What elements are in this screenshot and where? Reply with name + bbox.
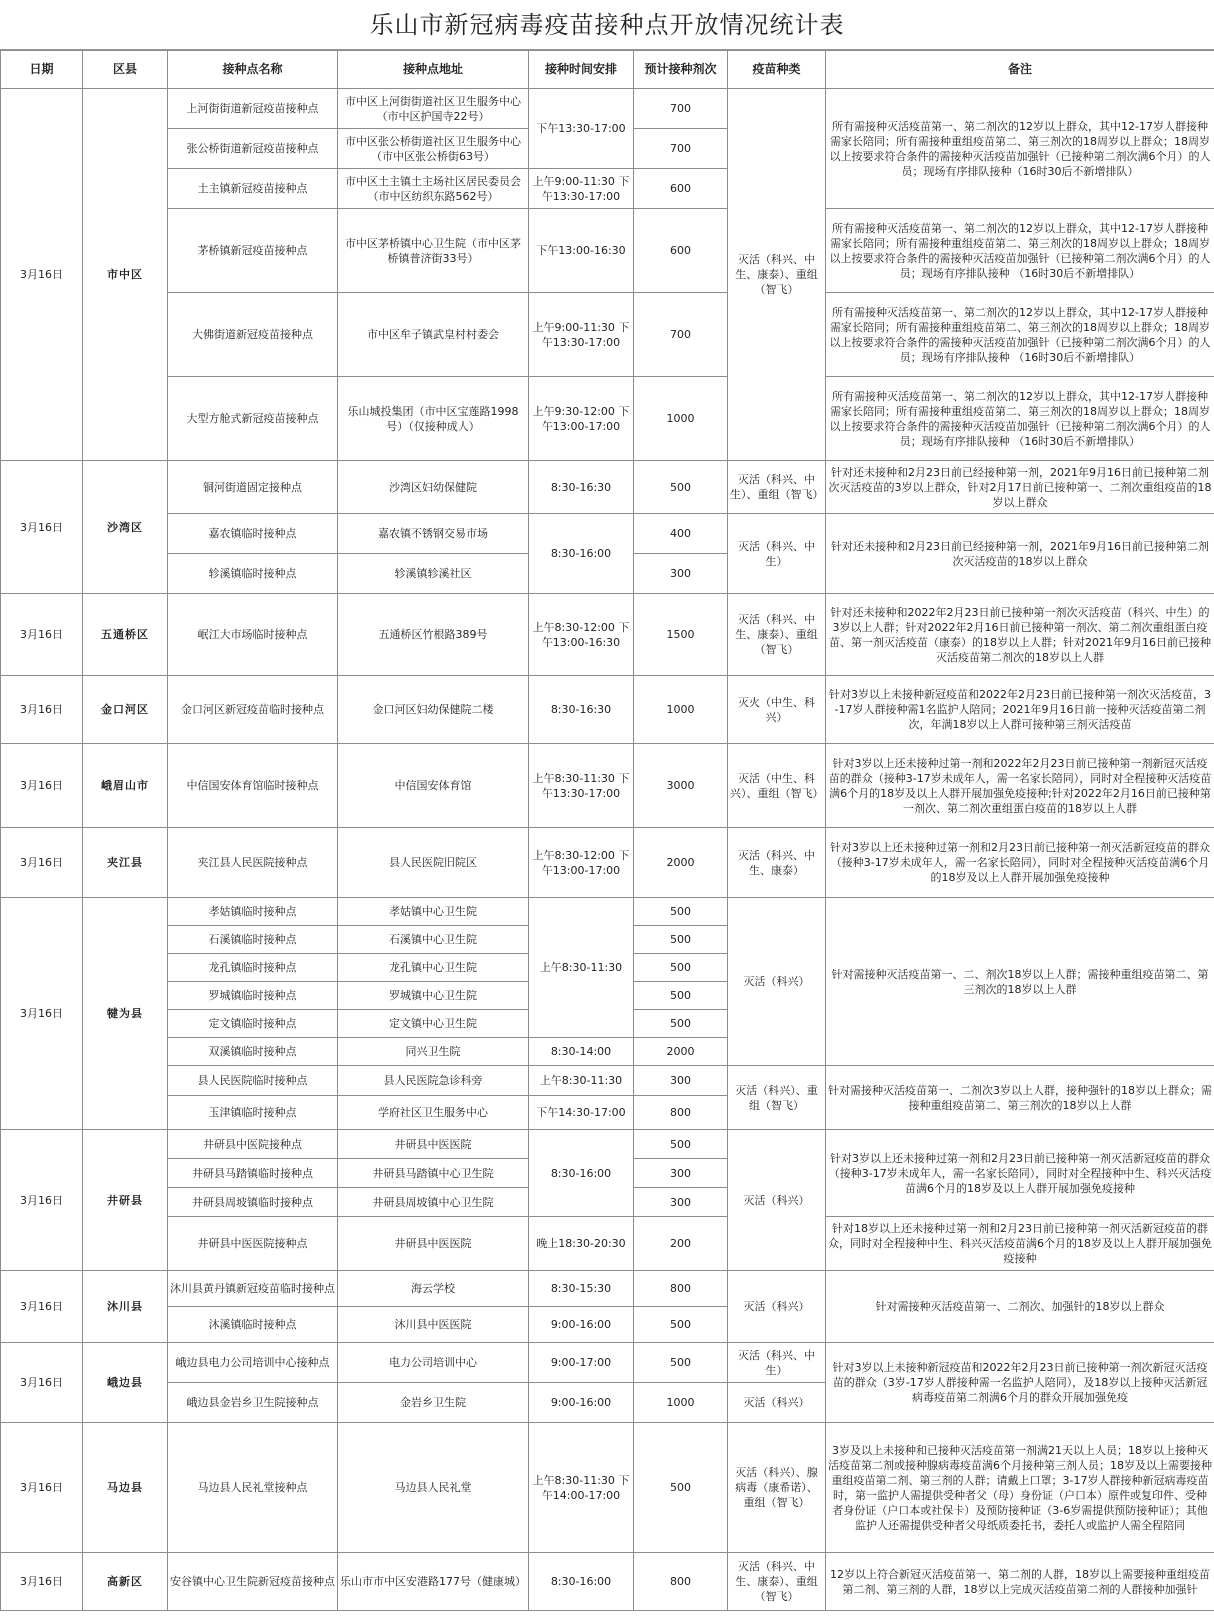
site-name-cell: 井研县中医院接种点 xyxy=(168,1130,338,1159)
district-cell: 金口河区 xyxy=(83,676,168,744)
site-address-cell: 沐川县中医医院 xyxy=(338,1307,529,1343)
site-name-cell: 井研县中医医院接种点 xyxy=(168,1217,338,1271)
site-name-cell: 安谷镇中心卫生院新冠疫苗接种点 xyxy=(168,1553,338,1611)
doses-cell: 300 xyxy=(634,1188,728,1217)
date-cell: 3月16日 xyxy=(1,89,83,461)
district-cell: 五通桥区 xyxy=(83,594,168,676)
doses-cell: 3000 xyxy=(634,744,728,828)
date-cell: 3月16日 xyxy=(1,744,83,828)
site-name-cell: 张公桥街道新冠疫苗接种点 xyxy=(168,129,338,169)
doses-cell: 400 xyxy=(634,514,728,554)
schedule-cell: 下午13:30-17:00 xyxy=(529,89,634,169)
site-address-cell: 市中区茅桥镇中心卫生院（市中区茅桥镇普济街33号） xyxy=(338,209,529,293)
schedule-cell: 8:30-16:00 xyxy=(529,1553,634,1611)
doses-cell: 800 xyxy=(634,1271,728,1307)
site-address-cell: 市中区土主镇土主场社区居民委员会（市中区纺织东路562号） xyxy=(338,169,529,209)
doses-cell: 800 xyxy=(634,1096,728,1130)
site-address-cell: 定文镇中心卫生院 xyxy=(338,1010,529,1038)
site-address-cell: 同兴卫生院 xyxy=(338,1038,529,1066)
schedule-cell: 9:00-17:00 xyxy=(529,1343,634,1383)
col-header-vaccine-type: 疫苗种类 xyxy=(728,51,826,89)
col-header-remarks: 备注 xyxy=(826,51,1214,89)
vaccine-type-cell: 灭活（科兴、中生）、重组（智飞） xyxy=(728,461,826,514)
schedule-cell: 8:30-16:00 xyxy=(529,514,634,594)
date-cell: 3月16日 xyxy=(1,676,83,744)
site-name-cell: 马边县人民礼堂接种点 xyxy=(168,1423,338,1553)
schedule-cell: 上午9:00-11:30 下午13:30-17:00 xyxy=(529,169,634,209)
remarks-cell: 针对还未接种和2022年2月23日前已接种第一剂次灭活疫苗（科兴、中生）的3岁以上人群；针对2022年2月16日前已接种第一剂次、第二剂次重组蛋白疫苗、第一剂灭活疫苗（康泰）的18岁以上人群；针对2021年9月16日前已接种灭活疫苗第二剂次的18岁以上人群 xyxy=(826,594,1214,676)
date-cell: 3月16日 xyxy=(1,1423,83,1553)
vaccine-type-cell: 灭活（科兴、中生） xyxy=(728,514,826,594)
site-name-cell: 县人民医院临时接种点 xyxy=(168,1066,338,1096)
site-name-cell: 沐溪镇临时接种点 xyxy=(168,1307,338,1343)
date-cell: 3月16日 xyxy=(1,1271,83,1343)
doses-cell: 700 xyxy=(634,293,728,377)
site-address-cell: 沙湾区妇幼保健院 xyxy=(338,461,529,514)
site-address-cell: 马边县人民礼堂 xyxy=(338,1423,529,1553)
site-address-cell: 龙孔镇中心卫生院 xyxy=(338,954,529,982)
site-name-cell: 龙孔镇临时接种点 xyxy=(168,954,338,982)
doses-cell: 1000 xyxy=(634,377,728,461)
remarks-cell: 针对需接种灭活疫苗第一、二剂次、加强针的18岁以上群众 xyxy=(826,1271,1214,1343)
site-name-cell: 沐川县黄丹镇新冠疫苗临时接种点 xyxy=(168,1271,338,1307)
site-address-cell: 井研县周坡镇中心卫生院 xyxy=(338,1188,529,1217)
site-name-cell: 大型方舱式新冠疫苗接种点 xyxy=(168,377,338,461)
site-name-cell: 中信国安体育馆临时接种点 xyxy=(168,744,338,828)
site-name-cell: 石溪镇临时接种点 xyxy=(168,926,338,954)
doses-cell: 500 xyxy=(634,898,728,926)
remarks-cell: 针对3岁以上还未接种过第一剂和2月23日前已接种第一剂灭活新冠疫苗的群众（接种3-17岁未成年人，需一名家长陪同），同时对全程接种中生、科兴灭活疫苗满6个月的18岁及以上人群开展加强免疫接种 xyxy=(826,1130,1214,1217)
district-cell: 市中区 xyxy=(83,89,168,461)
site-name-cell: 玉津镇临时接种点 xyxy=(168,1096,338,1130)
site-address-cell: 市中区牟子镇武皇村村委会 xyxy=(338,293,529,377)
schedule-cell: 8:30-15:30 xyxy=(529,1271,634,1307)
district-cell: 高新区 xyxy=(83,1553,168,1611)
site-name-cell: 定文镇临时接种点 xyxy=(168,1010,338,1038)
remarks-cell: 针对3岁以上未接种新冠疫苗和2022年2月23日前已接种第一剂次新冠灭活疫苗的群众（3岁-17岁人群接种需一名监护人陪同），及18岁以上接种灭活新冠病毒疫苗第二剂满6个月的群众开展加强免疫 xyxy=(826,1343,1214,1423)
remarks-cell: 针对需接种灭活疫苗第一、二、剂次18岁以上人群；需接种重组疫苗第二、第三剂次的18岁以上人群 xyxy=(826,898,1214,1066)
doses-cell: 500 xyxy=(634,1423,728,1553)
site-name-cell: 金口河区新冠疫苗临时接种点 xyxy=(168,676,338,744)
remarks-cell: 3岁及以上未接种和已接种灭活疫苗第一剂满21天以上人员；18岁以上接种灭活疫苗第二剂或接种腺病毒疫苗满6个月接种第三剂人员；18岁及以上需要接种重组疫苗第二剂、第三剂的人群；请戴上口罩；3-17岁人群接种新冠病毒疫苗时，第一监护人需提供受种者父（母）身份证（户口本）原件或复印件、受种者身份证（户口本或社保卡）及预防接种证（3-6岁需提供预防接种证）；其他监护人还需提供受种者父母纸质委托书，委托人或监护人需全程陪同 xyxy=(826,1423,1214,1553)
site-address-cell: 中信国安体育馆 xyxy=(338,744,529,828)
page-title: 乐山市新冠病毒疫苗接种点开放情况统计表 xyxy=(0,0,1214,50)
remarks-cell: 针对18岁以上还未接种过第一剂和2月23日前已接种第一剂灭活新冠疫苗的群众，同时对全程接种中生、科兴灭活疫苗满6个月的18岁及以上人群开展加强免疫接种 xyxy=(826,1217,1214,1271)
remarks-cell: 针对还未接种和2月23日前已经接种第一剂，2021年9月16日前已接种第二剂次灭活疫苗的18岁以上群众 xyxy=(826,514,1214,594)
site-address-cell: 井研县中医医院 xyxy=(338,1217,529,1271)
site-address-cell: 井研县中医医院 xyxy=(338,1130,529,1159)
site-name-cell: 岷江大市场临时接种点 xyxy=(168,594,338,676)
site-address-cell: 乐山市市中区安港路177号（健康城） xyxy=(338,1553,529,1611)
site-address-cell: 县人民医院旧院区 xyxy=(338,828,529,898)
site-name-cell: 嘉农镇临时接种点 xyxy=(168,514,338,554)
schedule-cell: 下午14:30-17:00 xyxy=(529,1096,634,1130)
site-address-cell: 孝姑镇中心卫生院 xyxy=(338,898,529,926)
doses-cell: 1000 xyxy=(634,676,728,744)
doses-cell: 500 xyxy=(634,954,728,982)
vaccine-type-cell: 灭活（科兴、中生、康泰） xyxy=(728,828,826,898)
remarks-cell: 针对需接种灭活疫苗第一、二剂次3岁以上人群，接种强针的18岁以上群众；需接种重组疫苗第二、第三剂次的18岁以上人群 xyxy=(826,1066,1214,1130)
remarks-cell: 所有需接种灭活疫苗第一、第二剂次的12岁以上群众，其中12-17岁人群接种需家长陪同；所有需接种重组疫苗第二、第三剂次的18周岁以上群众；18周岁以上按要求符合条件的需接种灭活疫苗加强针（已接种第二剂次满6个月）的人员；现场有序排队接种（16时30后不新增排队） xyxy=(826,89,1214,209)
site-address-cell: 市中区上河街街道社区卫生服务中心（市中区护国寺22号） xyxy=(338,89,529,129)
site-name-cell: 夹江县人民医院接种点 xyxy=(168,828,338,898)
remarks-cell: 针对3岁以上还未接种过第一剂和2月23日前已接种第一剂灭活新冠疫苗的群众（接种3-17岁未成年人，需一名家长陪同），同时对全程接种灭活疫苗满6个月的18岁及以上人群开展加强免疫接种 xyxy=(826,828,1214,898)
doses-cell: 800 xyxy=(634,1553,728,1611)
site-address-cell: 石溪镇中心卫生院 xyxy=(338,926,529,954)
remarks-cell: 针对还未接种和2月23日前已经接种第一剂，2021年9月16日前已接种第二剂次灭活疫苗的3岁以上群众，针对2月17日前已接种第一、二剂次重组疫苗的18岁以上群众 xyxy=(826,461,1214,514)
vaccination-table xyxy=(0,50,1214,1611)
site-name-cell: 峨边县金岩乡卫生院接种点 xyxy=(168,1383,338,1423)
date-cell: 3月16日 xyxy=(1,1343,83,1423)
remarks-cell: 针对3岁以上还未接种过第一剂和2022年2月23日前已接种第一剂新冠灭活疫苗的群众（接种3-17岁未成年人，需一名家长陪同），同时对全程接种灭活疫苗满6个月的18岁及以上人群开展加强免疫接种;针对2022年2月16日前已接种第一剂次、第二剂次重组蛋白疫苗的18岁以上人群 xyxy=(826,744,1214,828)
site-address-cell: 罗城镇中心卫生院 xyxy=(338,982,529,1010)
remarks-cell: 所有需接种灭活疫苗第一、第二剂次的12岁以上群众，其中12-17岁人群接种需家长陪同；所有需接种重组疫苗第二、第三剂次的18周岁以上群众；18周岁以上按要求符合条件的需接种灭活疫苗加强针（已接种第二剂次满6个月）的人员；现场有序排队接种 （16时30后不新增排队） xyxy=(826,209,1214,293)
site-address-cell: 金岩乡卫生院 xyxy=(338,1383,529,1423)
doses-cell: 500 xyxy=(634,1130,728,1159)
date-cell: 3月16日 xyxy=(1,828,83,898)
site-name-cell: 井研县周坡镇临时接种点 xyxy=(168,1188,338,1217)
doses-cell: 700 xyxy=(634,129,728,169)
doses-cell: 200 xyxy=(634,1217,728,1271)
schedule-cell: 8:30-16:30 xyxy=(529,461,634,514)
schedule-cell: 上午8:30-11:30 下午13:30-17:00 xyxy=(529,744,634,828)
schedule-cell: 9:00-16:00 xyxy=(529,1307,634,1343)
remarks-cell: 所有需接种灭活疫苗第一、第二剂次的12岁以上群众，其中12-17岁人群接种需家长陪同；所有需接种重组疫苗第二、第三剂次的18周岁以上群众；18周岁以上按要求符合条件的需接种灭活疫苗加强针（已接种第二剂次满6个月）的人员；现场有序排队接种 （16时30后不新增排队） xyxy=(826,377,1214,461)
district-cell: 马边县 xyxy=(83,1423,168,1553)
remarks-cell: 所有需接种灭活疫苗第一、第二剂次的12岁以上群众，其中12-17岁人群接种需家长陪同；所有需接种重组疫苗第二、第三剂次的18周岁以上群众；18周岁以上按要求符合条件的需接种灭活疫苗加强针（已接种第二剂次满6个月）的人员；现场有序排队接种 （16时30后不新增排队） xyxy=(826,293,1214,377)
doses-cell: 600 xyxy=(634,169,728,209)
doses-cell: 2000 xyxy=(634,1038,728,1066)
vaccine-type-cell: 灭活（科兴、中生、康泰）、重组（智飞） xyxy=(728,89,826,461)
site-address-cell: 县人民医院急诊科旁 xyxy=(338,1066,529,1096)
site-address-cell: 海云学校 xyxy=(338,1271,529,1307)
vaccine-type-cell: 灭活（科兴） xyxy=(728,898,826,1066)
site-name-cell: 土主镇新冠疫苗接种点 xyxy=(168,169,338,209)
district-cell: 犍为县 xyxy=(83,898,168,1130)
doses-cell: 500 xyxy=(634,1343,728,1383)
doses-cell: 2000 xyxy=(634,828,728,898)
doses-cell: 500 xyxy=(634,926,728,954)
schedule-cell: 8:30-16:00 xyxy=(529,1130,634,1217)
doses-cell: 500 xyxy=(634,461,728,514)
col-header-schedule: 接种时间安排 xyxy=(529,51,634,89)
vaccine-type-cell: 灭活（科兴） xyxy=(728,1130,826,1271)
date-cell: 3月16日 xyxy=(1,461,83,594)
schedule-cell: 上午8:30-11:30 xyxy=(529,898,634,1038)
site-address-cell: 金口河区妇幼保健院二楼 xyxy=(338,676,529,744)
remarks-cell: 针对3岁以上未接种新冠疫苗和2022年2月23日前已接种第一剂次灭活疫苗，3-17岁人群接种需1名监护人陪同；2021年9月16日前一接种灭活疫苗第二剂次，年满18岁以上人群可接种第三剂灭活疫苗 xyxy=(826,676,1214,744)
doses-cell: 600 xyxy=(634,209,728,293)
doses-cell: 1500 xyxy=(634,594,728,676)
doses-cell: 500 xyxy=(634,1307,728,1343)
site-name-cell: 井研县马踏镇临时接种点 xyxy=(168,1159,338,1188)
vaccine-type-cell: 灭活（科兴、中生、康泰）、重组（智飞） xyxy=(728,594,826,676)
vaccine-type-cell: 灭活（科兴、中生） xyxy=(728,1343,826,1383)
date-cell: 3月16日 xyxy=(1,1553,83,1611)
vaccine-type-cell: 灭活（科兴、中生、康泰）、重组（智飞） xyxy=(728,1553,826,1611)
district-cell: 峨边县 xyxy=(83,1343,168,1423)
col-header-site-name: 接种点名称 xyxy=(168,51,338,89)
site-name-cell: 铜河街道固定接种点 xyxy=(168,461,338,514)
site-name-cell: 轸溪镇临时接种点 xyxy=(168,554,338,594)
schedule-cell: 9:00-16:00 xyxy=(529,1383,634,1423)
col-header-district: 区县 xyxy=(83,51,168,89)
schedule-cell: 8:30-14:00 xyxy=(529,1038,634,1066)
schedule-cell: 上午8:30-12:00 下午13:00-16:30 xyxy=(529,594,634,676)
col-header-doses: 预计接种剂次 xyxy=(634,51,728,89)
site-address-cell: 市中区张公桥街道社区卫生服务中心（市中区张公桥街63号） xyxy=(338,129,529,169)
site-address-cell: 井研县马踏镇中心卫生院 xyxy=(338,1159,529,1188)
site-address-cell: 五通桥区竹根路389号 xyxy=(338,594,529,676)
schedule-cell: 下午13:00-16:30 xyxy=(529,209,634,293)
vaccine-type-cell: 灭活（中生、科兴）、重组（智飞） xyxy=(728,744,826,828)
schedule-cell: 上午8:30-12:00 下午13:00-17:00 xyxy=(529,828,634,898)
schedule-cell: 晚上18:30-20:30 xyxy=(529,1217,634,1271)
site-name-cell: 上河街街道新冠疫苗接种点 xyxy=(168,89,338,129)
date-cell: 3月16日 xyxy=(1,1130,83,1271)
col-header-site-address: 接种点地址 xyxy=(338,51,529,89)
doses-cell: 300 xyxy=(634,1066,728,1096)
vaccine-type-cell: 灭火（中生、科兴） xyxy=(728,676,826,744)
site-name-cell: 大佛街道新冠疫苗接种点 xyxy=(168,293,338,377)
site-address-cell: 学府社区卫生服务中心 xyxy=(338,1096,529,1130)
site-name-cell: 孝姑镇临时接种点 xyxy=(168,898,338,926)
district-cell: 沐川县 xyxy=(83,1271,168,1343)
site-address-cell: 乐山城投集团（市中区宝莲路1998号）（仅接种成人） xyxy=(338,377,529,461)
remarks-cell: 12岁以上符合新冠灭活疫苗第一、第二剂的人群，18岁以上需要接种重组疫苗第二剂、第三剂的人群，18岁以上完成灭活疫苗第二剂的人群接种加强针 xyxy=(826,1553,1214,1611)
site-address-cell: 电力公司培训中心 xyxy=(338,1343,529,1383)
doses-cell: 700 xyxy=(634,89,728,129)
district-cell: 井研县 xyxy=(83,1130,168,1271)
date-cell: 3月16日 xyxy=(1,594,83,676)
date-cell: 3月16日 xyxy=(1,898,83,1130)
district-cell: 夹江县 xyxy=(83,828,168,898)
schedule-cell: 8:30-16:30 xyxy=(529,676,634,744)
doses-cell: 300 xyxy=(634,554,728,594)
schedule-cell: 上午8:30-11:30 下午14:00-17:00 xyxy=(529,1423,634,1553)
site-name-cell: 峨边县电力公司培训中心接种点 xyxy=(168,1343,338,1383)
site-address-cell: 轸溪镇轸溪社区 xyxy=(338,554,529,594)
vaccine-type-cell: 灭活（科兴）、重组（智飞） xyxy=(728,1066,826,1130)
schedule-cell: 上午8:30-11:30 xyxy=(529,1066,634,1096)
schedule-cell: 上午9:00-11:30 下午13:30-17:00 xyxy=(529,293,634,377)
site-name-cell: 茅桥镇新冠疫苗接种点 xyxy=(168,209,338,293)
doses-cell: 1000 xyxy=(634,1383,728,1423)
site-name-cell: 罗城镇临时接种点 xyxy=(168,982,338,1010)
doses-cell: 500 xyxy=(634,982,728,1010)
vaccine-type-cell: 灭活（科兴）、腺病毒（康希诺）、重组（智飞） xyxy=(728,1423,826,1553)
site-address-cell: 嘉农镇不锈钢交易市场 xyxy=(338,514,529,554)
site-name-cell: 双溪镇临时接种点 xyxy=(168,1038,338,1066)
schedule-cell: 上午9:30-12:00 下午13:00-17:00 xyxy=(529,377,634,461)
col-header-date: 日期 xyxy=(1,51,83,89)
district-cell: 峨眉山市 xyxy=(83,744,168,828)
vaccine-type-cell: 灭活（科兴） xyxy=(728,1271,826,1343)
district-cell: 沙湾区 xyxy=(83,461,168,594)
doses-cell: 300 xyxy=(634,1159,728,1188)
doses-cell: 500 xyxy=(634,1010,728,1038)
vaccine-type-cell: 灭活（科兴） xyxy=(728,1383,826,1423)
